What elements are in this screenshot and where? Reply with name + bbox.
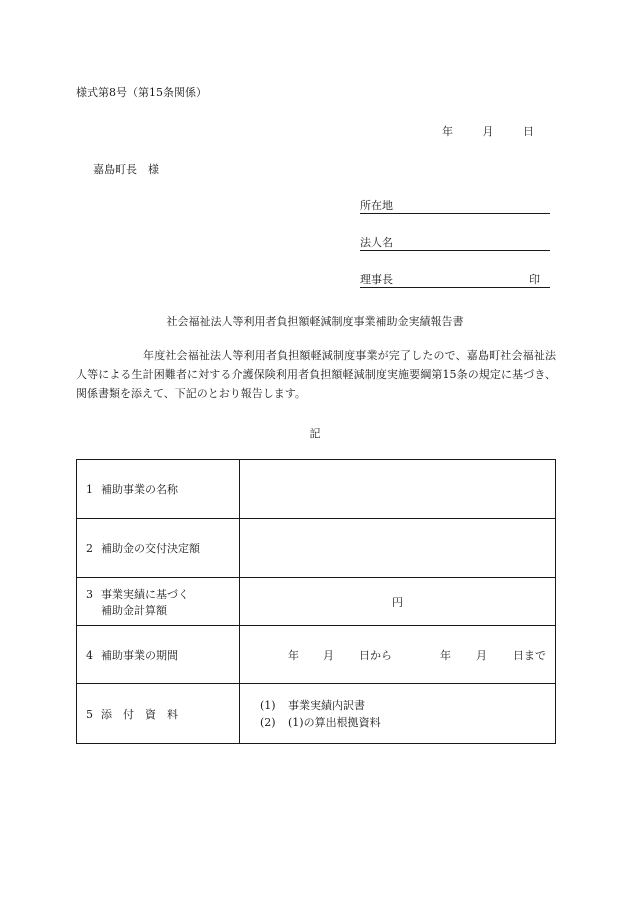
attachment-text: 事業実績内訳書 [288, 698, 365, 712]
calculated-amount-cell[interactable] [240, 578, 556, 626]
period-start-year: 年 [288, 648, 299, 662]
ki-heading: 記 [309, 427, 321, 440]
attachment-text: (1)の算出根拠資料 [288, 715, 381, 729]
attachment-item [260, 714, 555, 731]
row-number: 3 [86, 587, 93, 601]
form-number: 様式第8号（第15条関係） [76, 86, 207, 99]
period-start-day: 日から [359, 648, 392, 662]
table-row [77, 460, 556, 519]
row-label: 事業実績に基づく [101, 587, 189, 601]
date-line [442, 123, 534, 139]
row-number: 5 [86, 707, 93, 721]
row-number: 4 [86, 648, 93, 662]
chairman-field[interactable] [360, 271, 550, 288]
project-period-cell[interactable] [240, 626, 556, 684]
row-number: 1 [86, 483, 93, 496]
table-row [77, 684, 556, 744]
report-body-text: 年度社会福祉法人等利用者負担額軽減制度事業が完了したので、嘉島町社会福祉法人等による生計困難者に対する介護保険利用者負担額軽減制度実施要綱第15条の規定に基づき、関係書類を添えて、下記のとおり報告します。 [76, 349, 556, 400]
date-year-unit: 年 [442, 125, 453, 138]
grant-decision-amount-cell[interactable] [240, 519, 556, 578]
address-label: 所在地 [360, 199, 393, 212]
project-name-cell[interactable] [240, 460, 556, 519]
yen-unit: 円 [392, 595, 403, 609]
period-end-year: 年 [440, 648, 451, 662]
table-row [77, 626, 556, 684]
row-label: 補助金の交付決定額 [101, 542, 200, 555]
row-header [77, 460, 240, 519]
address-field[interactable] [360, 197, 550, 214]
corporation-name-field[interactable] [360, 234, 550, 251]
row-label-line2: 補助金計算額 [101, 603, 167, 617]
date-day-unit: 日 [523, 125, 534, 138]
date-month-unit: 月 [482, 125, 494, 138]
period-end-day: 日まで [513, 648, 546, 662]
period-end-month: 月 [476, 648, 487, 662]
row-label: 補助事業の名称 [101, 483, 178, 496]
row-label: 添 付 資 料 [101, 707, 178, 721]
period-start-month: 月 [323, 648, 334, 662]
table-row [77, 578, 556, 626]
corporation-name-label: 法人名 [360, 236, 393, 249]
row-number: 2 [86, 542, 93, 555]
table-row [77, 519, 556, 578]
attachments-cell [240, 684, 556, 744]
attachment-item [260, 697, 555, 714]
addressee: 嘉島町長 様 [93, 163, 159, 176]
row-header [77, 626, 240, 684]
row-header [77, 684, 240, 744]
chairman-label: 理事長 [360, 273, 393, 286]
attachment-number: (2) [260, 715, 276, 729]
row-label: 補助事業の期間 [101, 648, 178, 662]
document-title: 社会福祉法人等利用者負担額軽減制度事業補助金実績報告書 [166, 315, 464, 328]
attachment-number: (1) [260, 698, 276, 712]
report-table [76, 459, 556, 744]
row-header [77, 519, 240, 578]
seal-mark: 印 [529, 273, 540, 286]
row-header [77, 578, 240, 626]
